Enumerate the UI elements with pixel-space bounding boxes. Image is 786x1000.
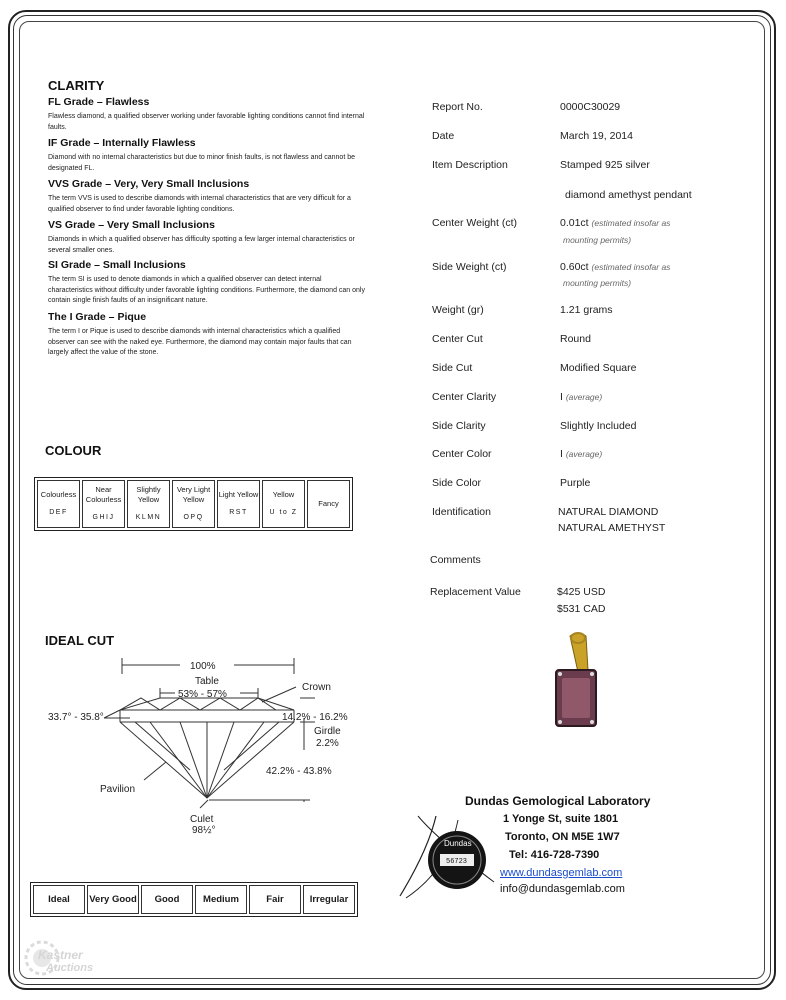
lab-address-line2: Toronto, ON M5E 1W7 (505, 831, 620, 843)
colour-cell-label: Yellow (272, 490, 295, 499)
report-field-value (560, 261, 670, 273)
report-field-label: Side Clarity (432, 420, 486, 432)
report-field-value: $425 USD (557, 586, 606, 598)
colour-cell-label: Colourless (40, 490, 77, 499)
cut-grade-table (30, 882, 358, 917)
report-field-label: Center Cut (432, 333, 483, 345)
lab-phone: Tel: 416-728-7390 (509, 849, 600, 861)
report-field-value: Purple (560, 477, 591, 489)
colour-cell-label: Very Light Yellow (176, 485, 211, 504)
report-field-value: diamond amethyst pendant (565, 189, 692, 201)
report-field-value: Modified Square (560, 362, 637, 374)
culet-label: Culet (190, 814, 214, 825)
colour-cell (82, 480, 125, 528)
colour-cell-grades: DEF (49, 509, 68, 516)
pavilion-depth-label: 42.2% - 43.8% (266, 766, 332, 777)
report-field-value: 1.21 grams (560, 304, 613, 316)
report-field-label: Date (432, 130, 455, 142)
colour-cell-grades: GHIJ (92, 514, 115, 521)
colour-cell (127, 480, 170, 528)
report-field-value: $531 CAD (557, 603, 606, 615)
report-field-label: Comments (430, 554, 481, 566)
lab-name: Dundas Gemological Laboratory (465, 794, 651, 808)
clarity-grade-title: SI Grade – Small Inclusions (48, 259, 186, 271)
cut-grade-cell: Ideal (33, 885, 85, 914)
report-field-value (560, 448, 602, 460)
report-field-label: Replacement Value (430, 586, 521, 598)
clarity-grade-desc: The term I or Pique is used to describe diamonds with internal characteristics which a qualified observer can see with the naked eye. Furthermore, the diamond may contain major faults that can largely affect the value of the stone. (48, 328, 352, 356)
report-field-value: Round (560, 333, 591, 345)
colour-scale-table (34, 477, 353, 531)
clarity-heading: CLARITY (48, 78, 105, 93)
pendant-photo (548, 630, 608, 730)
report-field-note: (average) (565, 449, 603, 459)
colour-cell (262, 480, 305, 528)
seal-number: 56723 (446, 858, 468, 866)
clarity-grade-desc: The term SI is used to denote diamonds in which a qualified observer can detect internal characteristics without difficulty under favorable lighting conditions. Furthermore, the diamond can only contain single finish faults of an insignificant nature. (48, 276, 365, 304)
clarity-grade-desc: Flawless diamond, a qualified observer working under favorable lighting conditions cannot find internal faults. (48, 113, 365, 131)
report-field-label: Side Cut (432, 362, 473, 374)
report-field-value: NATURAL AMETHYST (558, 522, 666, 534)
watermark-text-line2: Auctions (46, 962, 94, 974)
report-field-label: Identification (432, 506, 491, 518)
report-field-value: 0000C30029 (560, 101, 621, 113)
cut-grade-cell: Medium (195, 885, 247, 914)
width-label: 100% (190, 661, 216, 672)
clarity-grade-desc: Diamond with no internal characteristics but due to minor finish faults, is not flawless and cannot be designated FL. (48, 154, 355, 172)
ideal-cut-heading: IDEAL CUT (45, 633, 115, 648)
report-field-note: mounting permits) (563, 278, 632, 288)
colour-cell (37, 480, 80, 528)
culet-value-label: 98½° (192, 825, 216, 836)
table-range-label: 53% - 57% (178, 689, 227, 700)
report-field-label: Center Color (432, 448, 492, 460)
clarity-grade-title: The I Grade – Pique (48, 311, 147, 323)
girdle-label: Girdle (314, 726, 341, 737)
clarity-grade-desc: Diamonds in which a qualified observer has difficulty spotting a few larger internal characteristics or several smaller ones. (48, 236, 355, 254)
cut-grade-cell: Irregular (303, 885, 355, 914)
colour-cell-label: Near Colourless (85, 485, 122, 504)
report-field-value-main: I (560, 448, 563, 460)
table-label: Table (195, 676, 219, 687)
diamond-pavilion-facet (135, 722, 190, 770)
report-field-note: (estimated insofar as (591, 218, 671, 228)
colour-cell (172, 480, 215, 528)
report-field-label: Center Clarity (432, 391, 497, 403)
colour-cell-grades: U to Z (269, 509, 298, 516)
report-field-label: Weight (gr) (432, 304, 484, 316)
watermark-logo (16, 930, 106, 990)
report-field-value-main: 0.60ct (560, 261, 589, 273)
pointer-line (200, 800, 208, 808)
lab-seal-stamp (398, 810, 498, 900)
report-field-label: Side Color (432, 477, 482, 489)
clarity-grade-title: IF Grade – Internally Flawless (48, 137, 196, 149)
report-field-label: Report No. (432, 101, 483, 113)
clarity-grade-title: VVS Grade – Very, Very Small Inclusions (48, 178, 250, 190)
angle-line (104, 710, 120, 718)
crown-angle-label: 33.7° - 35.8° (48, 712, 104, 723)
cut-grade-cell: Very Good (87, 885, 139, 914)
colour-cell (217, 480, 260, 528)
report-field-note: (estimated insofar as (591, 262, 671, 272)
cut-grade-cell: Fair (249, 885, 301, 914)
clarity-grade-title: VS Grade – Very Small Inclusions (48, 219, 215, 231)
report-field-value (560, 217, 670, 229)
report-field-label: Center Weight (ct) (432, 217, 517, 229)
colour-cell-grades: RST (229, 509, 248, 516)
pointer-line (144, 762, 166, 780)
colour-cell-label: Fancy (318, 499, 339, 508)
crown-label: Crown (302, 682, 331, 693)
pavilion-label: Pavilion (100, 784, 136, 795)
report-field-value-main: I (560, 391, 563, 403)
lab-address-line1: 1 Yonge St, suite 1801 (503, 813, 619, 825)
clarity-grade-desc: The term VVS is used to describe diamonds with internal characteristics that are very difficult for a qualified observer to find under favorable lighting conditions. (48, 195, 351, 213)
clarity-grade-title: FL Grade – Flawless (48, 96, 150, 108)
report-field-label: Side Weight (ct) (432, 261, 507, 273)
watermark-text-line1: Kastner (38, 948, 83, 962)
colour-cell-label: Slightly Yellow (136, 485, 161, 504)
report-field-note: (average) (565, 392, 603, 402)
report-field-value-main: 0.01ct (560, 217, 589, 229)
girdle-value-label: 2.2% (316, 738, 339, 749)
colour-cell-grades: OPQ (183, 514, 204, 521)
colour-heading: COLOUR (45, 443, 102, 458)
pointer-line (262, 687, 296, 702)
seal-text: Dundas (444, 839, 472, 848)
report-field-label: Item Description (432, 159, 508, 171)
report-field-value: Slightly Included (560, 420, 637, 432)
colour-cell (307, 480, 350, 528)
diamond-pavilion-facet (224, 722, 279, 770)
report-field-value: NATURAL DIAMOND (558, 506, 659, 518)
report-field-note: mounting permits) (563, 235, 632, 245)
report-field-value (560, 391, 602, 403)
diamond-cut-diagram (40, 650, 370, 840)
report-field-value: Stamped 925 silver (560, 159, 650, 171)
report-field-value: March 19, 2014 (560, 130, 633, 142)
lab-email: info@dundasgemlab.com (500, 883, 625, 895)
colour-cell-label: Light Yellow (218, 490, 259, 499)
cut-grade-cell: Good (141, 885, 193, 914)
colour-cell-grades: KLMN (135, 514, 162, 521)
lab-website-link[interactable]: www.dundasgemlab.com (500, 867, 623, 879)
crown-height-label: 14.2% - 16.2% (282, 712, 348, 723)
